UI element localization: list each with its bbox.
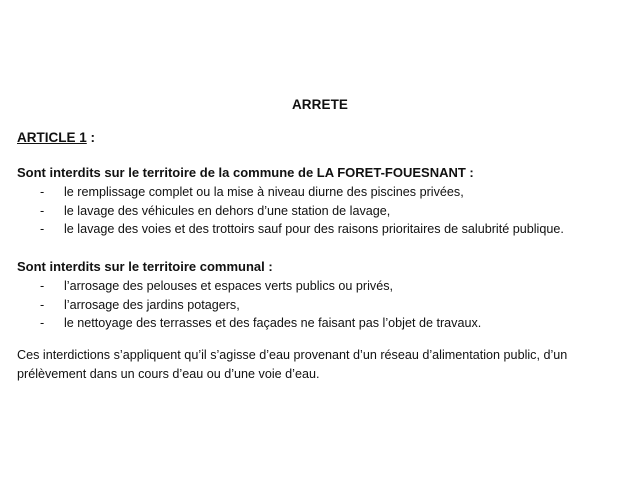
list-item-text: le lavage des véhicules en dehors d’une station de lavage, bbox=[64, 203, 391, 218]
list-item-text: l’arrosage des pelouses et espaces verts publics ou privés, bbox=[64, 279, 394, 293]
article-heading bbox=[17, 130, 95, 145]
list-item-text: le lavage des voies et des trottoirs sauf pour des raisons prioritaires de salubrité publique. bbox=[64, 222, 564, 236]
list-item-text: l’arrosage des jardins potagers, bbox=[64, 297, 240, 312]
list-dash: - bbox=[40, 297, 45, 312]
list-dash: - bbox=[40, 222, 45, 236]
closing-paragraph bbox=[17, 346, 629, 383]
list-dash: - bbox=[40, 185, 45, 199]
article-label: ARTICLE 1 bbox=[17, 130, 87, 145]
article-suffix: : bbox=[86, 130, 96, 145]
section2-heading: Sont interdits sur le territoire communal : bbox=[17, 259, 273, 274]
closing-line-1: Ces interdictions s’appliquent qu’il s’agisse d’eau provenant d’un réseau d’alimentation public, d’un bbox=[17, 348, 568, 362]
list-item-text: le remplissage complet ou la mise à niveau diurne des piscines privées, bbox=[64, 185, 464, 199]
list-dash: - bbox=[40, 279, 45, 293]
closing-line-2: prélèvement dans un cours d’eau ou d’une voie d’eau. bbox=[17, 366, 320, 381]
document-title: ARRETE bbox=[291, 97, 349, 112]
section1-heading: Sont interdits sur le territoire de la commune de LA FORET-FOUESNANT : bbox=[17, 165, 474, 180]
list-item-text: le nettoyage des terrasses et des façades ne faisant pas l’objet de travaux. bbox=[64, 316, 482, 330]
list-dash: - bbox=[40, 316, 45, 330]
list-dash: - bbox=[40, 203, 45, 218]
